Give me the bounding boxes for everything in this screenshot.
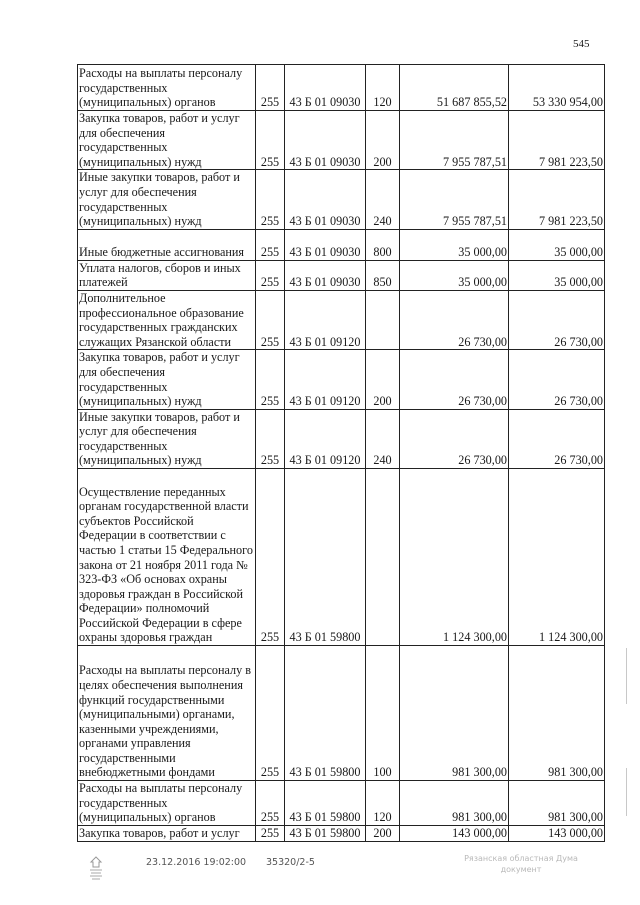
row-target-code: 43 Б 01 59800 (285, 469, 366, 646)
row-name: Иные закупки товаров, работ и услуг для обеспечения государственных (муниципальных) нужд (78, 409, 256, 468)
row-amount-year2: 981 300,00 (509, 646, 605, 781)
row-name: Иные бюджетные ассигнования (78, 229, 256, 260)
table-row (78, 350, 605, 409)
footer-watermark-line2: документ (500, 865, 542, 874)
row-amount-year2: 35 000,00 (509, 229, 605, 260)
row-name: Уплата налогов, сборов и иных платежей (78, 260, 256, 290)
row-amount-year1: 26 730,00 (400, 409, 509, 468)
row-amount-year1: 7 955 787,51 (400, 111, 509, 170)
row-name: Осуществление переданных органам государственной власти субъектов Российской Федерации в соответствии с частью 1 статьи 15 Федерального закона от 21 ноября 2011 года № 323-ФЗ «Об основах охраны здоровья граждан в Российской Федерации» полномочий Российской Федерации в сфере охраны здоровья граждан (78, 469, 256, 646)
row-amount-year1: 51 687 855,52 (400, 65, 509, 111)
table-row (78, 260, 605, 290)
row-name: Расходы на выплаты персоналу в целях обеспечения выполнения функций государственными (муниципальными) органами, казенными учреждениями, органами управления государственными внебюджетными фондами (78, 646, 256, 781)
row-expense-type: 800 (366, 229, 400, 260)
row-expense-type (366, 469, 400, 646)
row-amount-year1: 26 730,00 (400, 290, 509, 349)
row-ved-code: 255 (256, 65, 285, 111)
row-expense-type: 120 (366, 781, 400, 826)
row-ved-code: 255 (256, 646, 285, 781)
row-amount-year2: 7 981 223,50 (509, 170, 605, 229)
row-ved-code: 255 (256, 111, 285, 170)
row-ved-code: 255 (256, 781, 285, 826)
table-row (78, 781, 605, 826)
row-ved-code: 255 (256, 229, 285, 260)
row-name: Расходы на выплаты персоналу государственных (муниципальных) органов (78, 65, 256, 111)
row-ved-code: 255 (256, 290, 285, 349)
row-expense-type (366, 290, 400, 349)
row-target-code: 43 Б 01 09030 (285, 65, 366, 111)
row-amount-year1: 1 124 300,00 (400, 469, 509, 646)
row-target-code: 43 Б 01 59800 (285, 781, 366, 826)
row-expense-type: 850 (366, 260, 400, 290)
row-amount-year2: 981 300,00 (509, 781, 605, 826)
row-amount-year2: 53 330 954,00 (509, 65, 605, 111)
table-row (78, 65, 605, 111)
row-expense-type: 200 (366, 826, 400, 842)
row-target-code: 43 Б 01 09120 (285, 350, 366, 409)
row-amount-year2: 26 730,00 (509, 290, 605, 349)
table-row (78, 170, 605, 229)
footer-watermark (446, 853, 596, 875)
scan-edge-mark (626, 768, 627, 816)
row-amount-year2: 1 124 300,00 (509, 469, 605, 646)
row-ved-code: 255 (256, 170, 285, 229)
row-expense-type: 120 (366, 65, 400, 111)
row-amount-year2: 26 730,00 (509, 350, 605, 409)
row-amount-year1: 35 000,00 (400, 229, 509, 260)
budget-table (77, 64, 605, 842)
table-row (78, 290, 605, 349)
row-name: Закупка товаров, работ и услуг для обеспечения государственных (муниципальных) нужд (78, 111, 256, 170)
row-target-code: 43 Б 01 59800 (285, 826, 366, 842)
row-target-code: 43 Б 01 09030 (285, 229, 366, 260)
table-row (78, 229, 605, 260)
row-name: Иные закупки товаров, работ и услуг для обеспечения государственных (муниципальных) нужд (78, 170, 256, 229)
footer-document-id: 35320/2-5 (266, 857, 315, 868)
footer-watermark-line1: Рязанская областная Дума (464, 854, 578, 863)
row-target-code: 43 Б 01 09030 (285, 170, 366, 229)
page-number: 545 (573, 38, 590, 50)
table-row (78, 409, 605, 468)
row-ved-code: 255 (256, 350, 285, 409)
row-ved-code: 255 (256, 826, 285, 842)
row-ved-code: 255 (256, 409, 285, 468)
row-amount-year1: 981 300,00 (400, 646, 509, 781)
row-expense-type: 240 (366, 409, 400, 468)
row-target-code: 43 Б 01 09120 (285, 290, 366, 349)
table-row (78, 646, 605, 781)
row-amount-year2: 26 730,00 (509, 409, 605, 468)
row-name: Расходы на выплаты персоналу государственных (муниципальных) органов (78, 781, 256, 826)
row-amount-year2: 35 000,00 (509, 260, 605, 290)
table-row (78, 826, 605, 842)
footer-timestamp: 23.12.2016 19:02:00 (146, 857, 247, 868)
table-row (78, 111, 605, 170)
row-ved-code: 255 (256, 260, 285, 290)
row-amount-year1: 981 300,00 (400, 781, 509, 826)
row-name: Закупка товаров, работ и услуг (78, 826, 256, 842)
stamp-icon (88, 855, 104, 881)
row-expense-type: 100 (366, 646, 400, 781)
row-target-code: 43 Б 01 59800 (285, 646, 366, 781)
scan-edge-mark (626, 648, 627, 704)
row-target-code: 43 Б 01 09120 (285, 409, 366, 468)
row-expense-type: 200 (366, 111, 400, 170)
row-expense-type: 240 (366, 170, 400, 229)
row-amount-year1: 26 730,00 (400, 350, 509, 409)
page-footer (0, 853, 640, 893)
row-amount-year1: 143 000,00 (400, 826, 509, 842)
row-ved-code: 255 (256, 469, 285, 646)
row-target-code: 43 Б 01 09030 (285, 111, 366, 170)
row-amount-year1: 7 955 787,51 (400, 170, 509, 229)
table-row (78, 469, 605, 646)
row-amount-year2: 7 981 223,50 (509, 111, 605, 170)
row-expense-type: 200 (366, 350, 400, 409)
row-name: Закупка товаров, работ и услуг для обеспечения государственных (муниципальных) нужд (78, 350, 256, 409)
row-amount-year2: 143 000,00 (509, 826, 605, 842)
row-name: Дополнительное профессиональное образование государственных гражданских служащих Рязанской области (78, 290, 256, 349)
row-target-code: 43 Б 01 09030 (285, 260, 366, 290)
row-amount-year1: 35 000,00 (400, 260, 509, 290)
